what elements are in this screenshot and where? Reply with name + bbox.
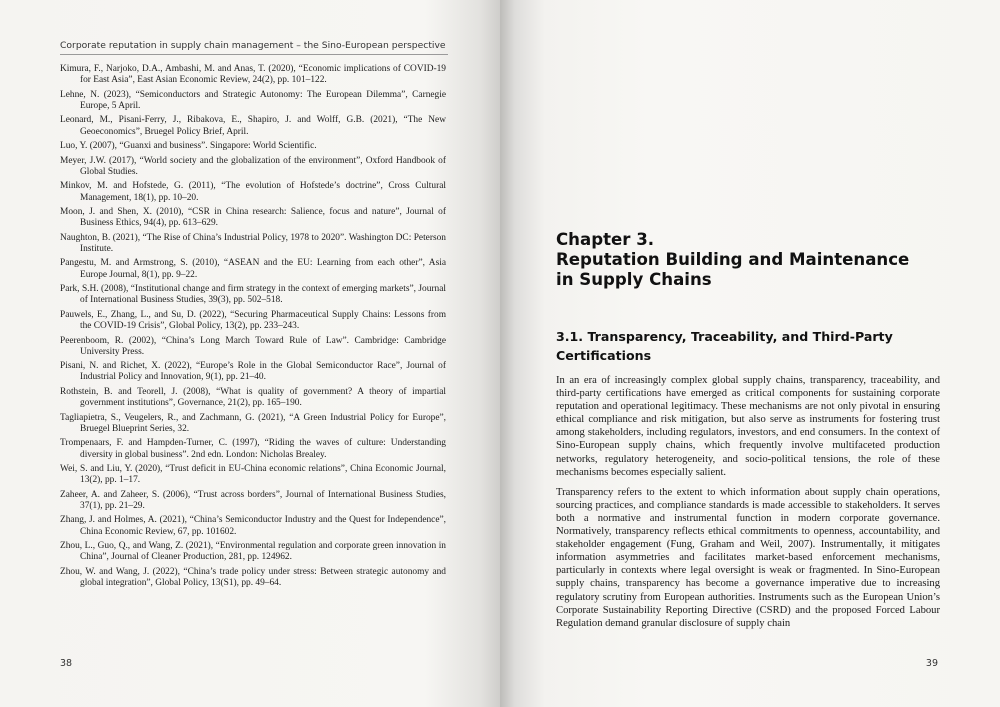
reference-item: Pisani, N. and Richet, X. (2022), “Europe’s Role in the Global Semiconductor Race”, Journal of Industrial Policy and Innovation, 9(1), pp. 21–40. xyxy=(60,361,446,383)
body-text xyxy=(556,374,940,637)
section-heading: 3.1. Transparency, Traceability, and Third-Party Certifications xyxy=(556,329,893,363)
body-paragraph: In an era of increasingly complex global supply chains, transparency, traceability, and third-party certifications have emerged as critical components for sustaining corporate reputation and operational legitimacy. These mechanisms are not only pivotal in ensuring ethical compliance and risk mitigation, but also serve as instruments for fostering trust among stakeholders, including regulators, investors, and end consumers. In the context of Sino-European supply chains, which frequently involve multifaceted production networks, regulatory heterogeneity, and socio-political tensions, the role of these mechanisms becomes especially salient. xyxy=(556,375,940,478)
reference-item: Pangestu, M. and Armstrong, S. (2010), “ASEAN and the EU: Learning from each other”, Asia Europe Journal, 8(1), pp. 9–22. xyxy=(60,258,446,280)
chapter-label: Chapter 3. xyxy=(556,230,655,249)
page-number-right: 39 xyxy=(925,658,938,669)
reference-item: Zhou, L., Guo, Q., and Wang, Z. (2021), “Environmental regulation and corporate green innovation in China”, Journal of Cleaner Production, 281, pp. 124962. xyxy=(60,541,446,563)
reference-item: Minkov, M. and Hofstede, G. (2011), “The evolution of Hofstede’s doctrine”, Cross Cultural Management, 18(1), pp. 10–20. xyxy=(60,181,446,203)
reference-item: Wei, S. and Liu, Y. (2020), “Trust deficit in EU-China economic relations”, China Economic Journal, 13(2), pp. 1–17. xyxy=(60,464,446,486)
reference-item: Pauwels, E., Zhang, L., and Su, D. (2022), “Securing Pharmaceutical Supply Chains: Lessons from the COVID-19 Crisis”, Global Policy, 13(2), pp. 233–243. xyxy=(60,309,446,332)
reference-item: Moon, J. and Shen, X. (2010), “CSR in China research: Salience, focus and nature”, Journal of Business Ethics, 94(4), pp. 613–629. xyxy=(60,207,446,229)
reference-item: Rothstein, B. and Teorell, J. (2008), “What is quality of government? A theory of impartial government institutions”, Governance, 21(2), pp. 165–190. xyxy=(60,386,446,409)
reference-item: Park, S.H. (2008), “Institutional change and firm strategy in the context of emerging markets”, Journal of International Business Studies, 39(3), pp. 502–518. xyxy=(60,284,446,306)
reference-item: Zaheer, A. and Zaheer, S. (2006), “Trust across borders”, Journal of International Business Studies, 37(1), pp. 21–29. xyxy=(60,489,446,511)
reference-item: Kimura, F., Narjoko, D.A., Ambashi, M. and Anas, T. (2020), “Economic implications of COVID-19 for East Asia”, East Asian Economic Review, 24(2), pp. 101–122. xyxy=(60,64,446,86)
reference-item: Naughton, B. (2021), “The Rise of China’s Industrial Policy, 1978 to 2020”. Washington DC: Peterson Institute. xyxy=(60,232,446,254)
reference-item: Trompenaars, F. and Hampden-Turner, C. (1997), “Riding the waves of culture: Understanding diversity in global business”. 2nd edn. London: Nicholas Brealey. xyxy=(60,438,446,460)
body-paragraph: Transparency refers to the extent to which information about supply chain operations, sourcing practices, and compliance standards is made accessible to stakeholders. It serves both a normative and instrumental function in modern corporate governance. Normatively, transparency reflects ethical commitments to openness, accountability, and stakeholder engagement (Fung, Graham and Weil, 2007). Instrumentally, it mitigates information asymmetries and facilitates market-based enforcement mechanisms, particularly in contexts where legal oversight is weak or fragmented. In Sino-European supply chains, transparency has become a governance imperative due to increasing regulatory scrutiny from European authorities. Instruments such as the European Union’s Corporate Sustainability Reporting Directive (CSRD) and the proposed Forced Labour Regulation demand granular disclosure of supply chain xyxy=(556,486,940,629)
chapter-title-line-1: Reputation Building and Maintenance xyxy=(556,250,910,269)
chapter-heading xyxy=(556,230,916,290)
page-number-left: 38 xyxy=(60,658,73,669)
reference-item: Leonard, M., Pisani-Ferry, J., Ribakova, E., Shapiro, J. and Wolff, G.B. (2021), “The New Geoeconomics”, Bruegel Policy Brief, April. xyxy=(60,115,446,137)
reference-item: Lehne, N. (2023), “Semiconductors and Strategic Autonomy: The European Dilemma”, Carnegie Europe, 5 April. xyxy=(60,89,446,111)
reference-item: Luo, Y. (2007), “Guanxi and business”. Singapore: World Scientific. xyxy=(60,141,317,152)
running-head: Corporate reputation in supply chain management – the Sino-European perspective xyxy=(60,40,448,55)
reference-item: Zhou, W. and Wang, J. (2022), “China’s trade policy under stress: Between strategic autonomy and global integration”, Global Policy, 13(S1), pp. 49–64. xyxy=(60,566,446,589)
reference-item: Peerenboom, R. (2002), “China’s Long March Toward Rule of Law”. Cambridge: Cambridge University Press. xyxy=(60,335,446,357)
reference-list xyxy=(60,64,446,593)
chapter-title-line-2: in Supply Chains xyxy=(556,270,712,289)
reference-item: Tagliapietra, S., Veugelers, R., and Zachmann, G. (2021), “A Green Industrial Policy for Europe”, Bruegel Blueprint Series, 32. xyxy=(60,412,446,434)
reference-item: Zhang, J. and Holmes, A. (2021), “China’s Semiconductor Industry and the Quest for Independence”, China Economic Review, 67, pp. 101602. xyxy=(60,515,446,537)
reference-item: Meyer, J.W. (2017), “World society and the globalization of the environment”, Oxford Handbook of Global Studies. xyxy=(60,155,446,177)
